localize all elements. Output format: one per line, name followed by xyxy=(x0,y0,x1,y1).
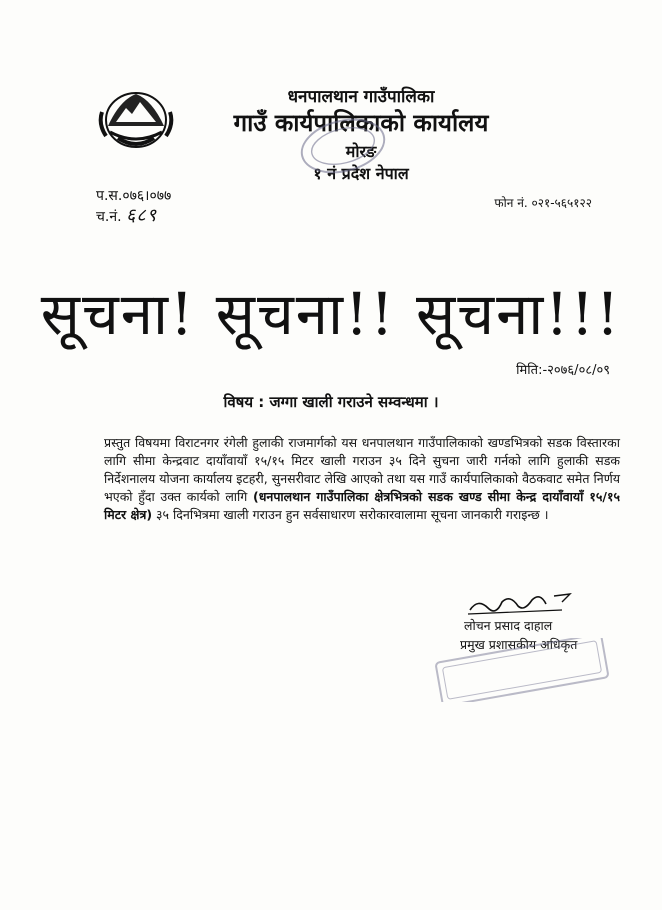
official-rect-stamp xyxy=(428,638,616,702)
signatory-name: लोचन प्रसाद दाहाल xyxy=(464,618,553,633)
municipality-name: धनपालथान गाउँपालिका xyxy=(287,87,435,107)
notice-body xyxy=(104,434,620,524)
body-text-bold: (धनपालथान गाउँपालिका क्षेत्रभित्रको सडक खण्ड सीमा केन्द्र दायाँवायाँ १५/१५ मिटर क्षेत्र) xyxy=(104,489,620,522)
notice-date: मिति:-२०७६/०८/०९ xyxy=(516,363,610,378)
dispatch-number: ६८९ xyxy=(126,205,158,226)
fiscal-year-ref: प.स.०७६।०७७ xyxy=(96,188,172,204)
office-name: गाउँ कार्यपालिकाको कार्यालय xyxy=(233,109,489,137)
body-text-part3: ३५ दिनभित्रमा खाली गराउन हुन सर्वसाधारण सरोकारवालामा सूचना जानकारी गराइन्छ । xyxy=(156,507,549,522)
office-seal-stamp xyxy=(298,118,388,174)
body-text-part1: प्रस्तुत विषयमा विराटनगर रंगेली हुलाकी राजमार्गको यस धनपालथान गाउँपालिकाको खण्डभित्रको सडक विस्तारका लागि सीमा केन्द्रवाट दायाँवायाँ १५/१५ मिटर खाली गराउन ३५ दिने सुचना जारी गर्नको लागि हुलाकी सडक निर्देशनालय योजना कार्यालय इटहरी, सुनसरीवाट लेखि आएको तथा यस गाउँ कार्यपालिकाको वैठकवाट समेत निर्णय भएको हुँदा उक्त कार्यको लागि xyxy=(104,435,620,504)
province-name: १ नं प्रदेश नेपाल xyxy=(313,164,409,183)
office-location: मोरङ xyxy=(345,142,377,161)
signature-mark xyxy=(466,588,576,618)
notice-subject: विषय : जग्गा खाली गराउने सम्वन्धमा । xyxy=(223,393,439,411)
signatory-title: प्रमुख प्रशासकीय अधिकृत xyxy=(460,637,578,652)
dispatch-label: च.नं. xyxy=(96,209,122,225)
phone-number: फोन नं. ०२१-५६५१२२ xyxy=(494,196,592,210)
notice-heading: सूचना! सूचना!! सूचना!!! xyxy=(40,280,622,348)
dispatch-ref xyxy=(96,203,157,227)
